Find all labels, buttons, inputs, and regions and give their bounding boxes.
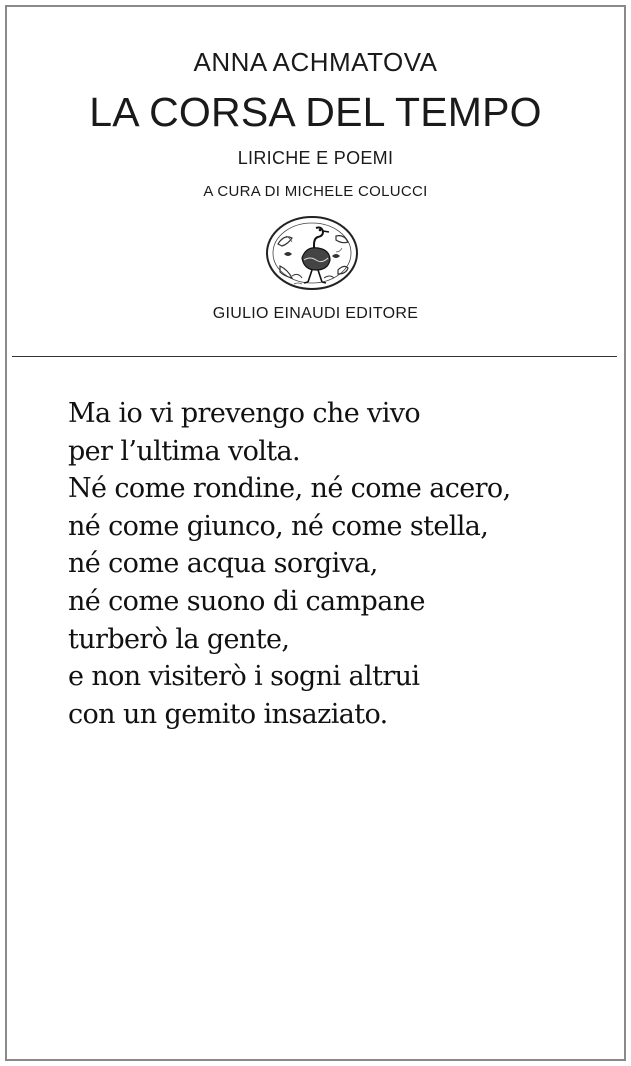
book-subtitle: LIRICHE E POEMI (237, 148, 394, 168)
poem-line: né come acqua sorgiva, (68, 548, 378, 580)
editor-credit: A CURA DI MICHELE COLUCCI (203, 183, 428, 200)
section-divider (12, 356, 617, 357)
poem-line: per l’ultima volta. (68, 435, 301, 467)
author-name: ANNA ACHMATOVA (193, 47, 438, 77)
poem-line: né come giunco, né come stella, (68, 510, 489, 542)
ostrich-emblem-icon (264, 214, 360, 292)
poem-line: turberò la gente, (68, 623, 290, 655)
book-title: LA CORSA DEL TEMPO (89, 89, 542, 135)
poem-line: e non visiterò i sogni altrui (68, 661, 420, 693)
poem-excerpt (68, 395, 608, 733)
poem-line: né come suono di campane (68, 585, 425, 617)
book-cover (5, 5, 626, 1061)
poem-line: Né come rondine, né come acero, (68, 473, 511, 505)
poem-line: con un gemito insaziato. (68, 698, 388, 730)
publisher-name: GIULIO EINAUDI EDITORE (212, 305, 419, 322)
poem-line: Ma io vi prevengo che vivo (68, 398, 421, 429)
